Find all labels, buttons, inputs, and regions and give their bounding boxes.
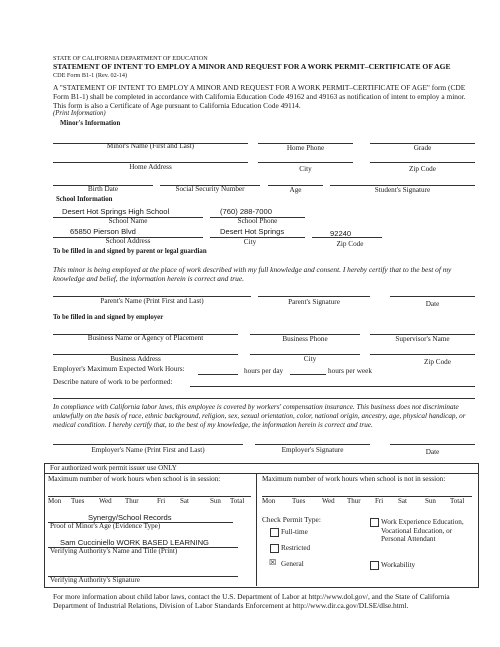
day-tues-left: Tues	[71, 497, 85, 505]
day-mon-right: Mon	[262, 497, 276, 505]
age-label: Age	[289, 186, 302, 194]
business-city-label: City	[303, 355, 317, 363]
school-name-label: School Name	[108, 217, 148, 225]
employer-date-line[interactable]	[390, 444, 475, 445]
school-address-value[interactable]: 65850 Pierson Blvd	[70, 227, 136, 236]
work-experience-checkbox[interactable]	[370, 518, 379, 527]
parent-date-label: Date	[425, 300, 440, 308]
home-address-label: Home Address	[129, 163, 172, 171]
day-sun-left: Sun	[210, 497, 221, 505]
business-address-label: Business Address	[110, 355, 161, 363]
parent-name-label: Parent's Name (Print First and Last)	[100, 297, 204, 305]
max-hours-label: Employer's Maximum Expected Work Hours:	[53, 365, 185, 373]
workability-checkbox[interactable]	[370, 561, 379, 570]
issuer-column-divider	[256, 473, 257, 586]
hours-per-day-line[interactable]	[198, 374, 238, 375]
business-name-label: Business Name or Agency of Placement	[87, 334, 204, 342]
permit-type-label: Check Permit Type:	[262, 515, 321, 524]
parent-signature-line[interactable]	[258, 296, 370, 297]
parent-signature-label: Parent's Signature	[288, 298, 340, 306]
day-tues-right: Tues	[292, 497, 306, 505]
hours-per-week-label: hours per week	[328, 367, 372, 375]
school-zip-label: Zip Code	[336, 240, 364, 248]
employer-signature-label: Employer's Signature	[281, 446, 344, 454]
minor-name-label: Minor's Name (First and Last)	[106, 142, 195, 150]
restricted-checkbox[interactable]	[270, 544, 279, 553]
business-phone-label: Business Phone	[282, 335, 328, 343]
day-total-left: Total	[230, 497, 245, 505]
parent-section-title: To be filled in and signed by parent or legal guardian	[53, 248, 207, 255]
day-sun-right: Sun	[425, 497, 436, 505]
full-time-label: Full-time	[281, 528, 308, 536]
issuer-header-divider	[44, 473, 478, 474]
day-thur-left: Thur	[125, 497, 139, 505]
day-sat-left: Sat	[180, 497, 189, 505]
employer-name-line[interactable]	[53, 444, 243, 445]
employer-section-title: To be filled in and signed by employer	[53, 314, 164, 321]
employer-name-label: Employer's Name (Print First and Last)	[91, 446, 205, 454]
day-sat-right: Sat	[398, 497, 407, 505]
school-city-label: City	[243, 238, 257, 246]
proof-of-age-value[interactable]: Synergy/School Records	[88, 513, 172, 522]
verifier-signature-label: Verifying Authority's Signature	[50, 576, 140, 584]
school-name-value[interactable]: Desert Hot Springs High School	[62, 207, 170, 216]
verifier-name-value[interactable]: Sam Cucciniello WORK BASED LEARNING	[60, 538, 209, 547]
intro-paragraph: A "STATEMENT OF INTENT TO EMPLOY A MINOR AND REQUEST FOR A WORK PERMIT–CERTIFICATE OF AGE" form (CDE Form B1-1) shall be completed in accordance with California Education Code 49162 and 49163 as notification of intent to employ a minor. This form is also a Certificate of Age pursuant to California Education Code 49114.	[53, 83, 466, 110]
agency-name: STATE OF CALIFORNIA DEPARTMENT OF EDUCATION	[53, 55, 208, 62]
not-session-label: Maximum number of work hours when school is not in session:	[262, 475, 446, 483]
proof-of-age-label: Proof of Minor's Age (Evidence Type)	[50, 522, 161, 530]
school-section-title: School Information	[56, 196, 113, 203]
birth-date-label: Birth Date	[87, 185, 119, 193]
city-label: City	[299, 165, 312, 173]
full-time-checkbox[interactable]	[270, 528, 279, 537]
supervisor-name-label: Supervisor's Name	[395, 335, 450, 343]
day-fri-right: Fri	[375, 497, 384, 505]
business-zip-label: Zip Code	[424, 358, 451, 366]
minor-section-title: Minor's Information	[60, 120, 121, 127]
zip-label: Zip Code	[409, 165, 436, 173]
hours-per-week-line[interactable]	[290, 374, 326, 375]
school-zip-line	[312, 237, 382, 238]
parent-date-line[interactable]	[390, 296, 475, 297]
business-zip-line[interactable]	[370, 354, 475, 355]
employer-date-label: Date	[425, 448, 440, 456]
day-wed-left: Wed	[99, 497, 112, 505]
day-mon-left: Mon	[48, 497, 62, 505]
compliance-statement: In compliance with California labor laws, this employee is covered by workers' compensation insurance. This business does not discriminate unlawfully on the basis of race, ethnic background, religion, sex, sexual orientation, color, national origin, ancestry, age, physical handicap, or medical condition. I hereby certify that, to the best of my knowledge, the information herein is correct and true.	[53, 403, 466, 429]
describe-work-line-1[interactable]	[190, 386, 475, 387]
city-line[interactable]	[258, 162, 353, 163]
student-signature-label: Student's Signature	[374, 186, 431, 194]
form-id: CDE Form B1-1 (Rev. 02-14)	[53, 72, 128, 79]
grade-label: Grade	[413, 144, 432, 152]
verifier-name-label: Verifying Authority's Name and Title (Print)	[50, 547, 178, 555]
zip-line[interactable]	[370, 162, 475, 163]
day-thur-right: Thur	[347, 497, 361, 505]
workability-label: Workability	[381, 561, 416, 569]
work-experience-label: Work Experience Education, Vocational Education, or Personal Attendant	[381, 518, 464, 544]
footer-info: For more information about child labor laws, contact the U.S. Department of Labor at http://www.dol.gov/, and the State of California Department of Industrial Relations, Division of Labor Standards Enforcement at http://www.dir.ca.gov/DLSE/dlse.html.	[53, 592, 450, 610]
school-phone-value[interactable]: (760) 288-7000	[220, 207, 272, 216]
day-total-right: Total	[450, 497, 465, 505]
employer-signature-line[interactable]	[255, 444, 370, 445]
form-title: STATEMENT OF INTENT TO EMPLOY A MINOR AND REQUEST FOR A WORK PERMIT–CERTIFICATE OF AGE	[53, 62, 451, 71]
general-label: General	[281, 560, 304, 568]
home-phone-label: Home Phone	[286, 144, 325, 152]
issuer-header: For authorized work permit issuer use ONLY	[50, 464, 177, 472]
parent-statement: This minor is being employed at the place of work described with my full knowledge and consent. I hereby certify that to the best of my knowledge and belief, the information herein is correct and true.	[53, 265, 452, 283]
day-wed-right: Wed	[322, 497, 335, 505]
day-fri-left: Fri	[157, 497, 166, 505]
hours-per-day-label: hours per day	[244, 367, 284, 375]
school-zip-value[interactable]: 92240	[330, 229, 352, 238]
school-address-label: School Address	[105, 237, 151, 245]
restricted-label: Restricted	[281, 544, 311, 552]
in-session-label: Maximum number of work hours when school is in session:	[48, 475, 221, 483]
print-info-note: (Print Information)	[53, 110, 106, 117]
describe-work-line-2[interactable]	[53, 398, 475, 399]
school-phone-label: School Phone	[237, 217, 278, 225]
describe-work-label: Describe nature of work to be performed:	[53, 378, 173, 386]
ssn-label: Social Security Number	[175, 185, 245, 193]
general-checkbox[interactable]: ☒	[269, 558, 277, 567]
school-city-value[interactable]: Desert Hot Springs	[220, 227, 285, 236]
